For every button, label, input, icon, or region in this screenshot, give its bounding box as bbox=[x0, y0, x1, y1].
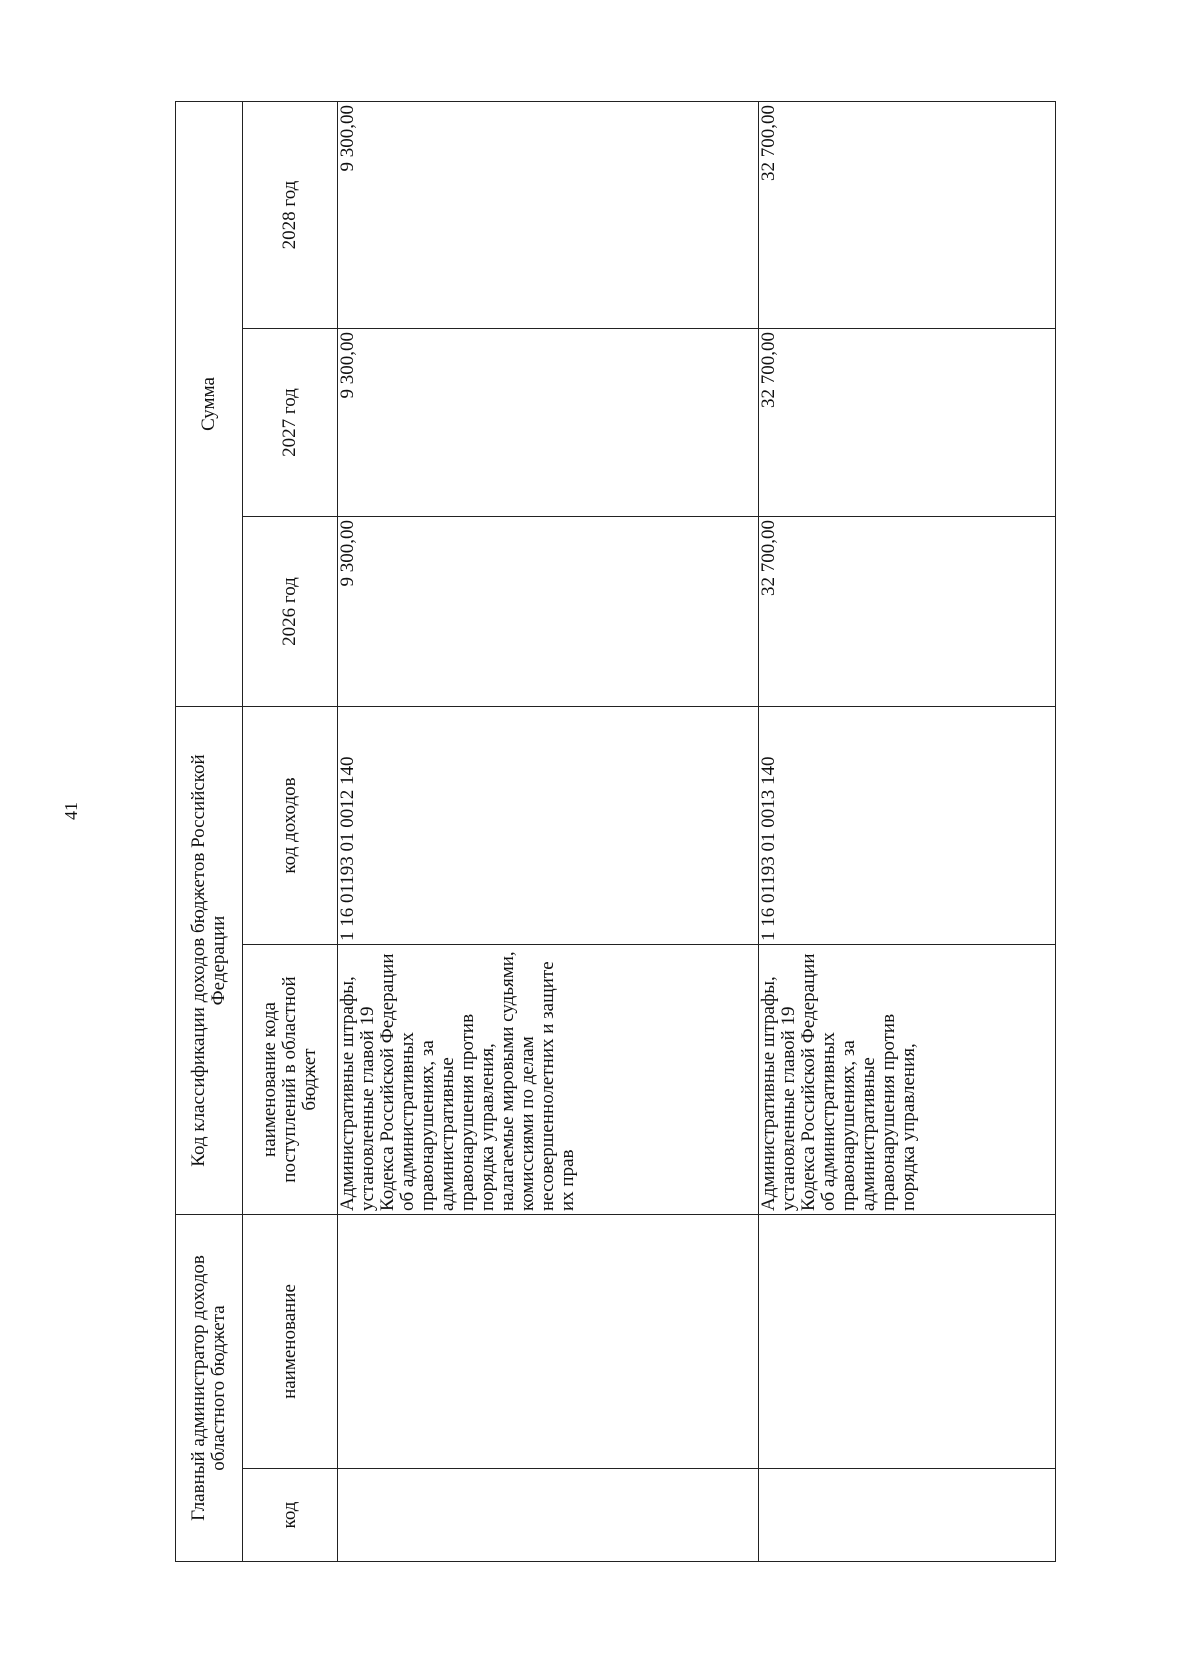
cell-admin-name bbox=[759, 1215, 1056, 1469]
header-year-2028: 2028 год bbox=[243, 101, 338, 328]
header-income-name: наименование кода поступлений в областной бюджет bbox=[243, 945, 338, 1215]
cell-income-code: 1 16 01193 01 0012 140 bbox=[338, 707, 759, 945]
cell-income-name: Административные штрафы, установленные главой 19 Кодекса Российской Федерации об административных правонарушениях, за административные правонарушения против порядка управления, bbox=[759, 945, 1056, 1215]
cell-sum-2026: 9 300,00 bbox=[338, 517, 759, 707]
cell-sum-2028: 32 700,00 bbox=[759, 101, 1056, 328]
header-admin-group: Главный администратор доходов областного бюджета bbox=[176, 1215, 243, 1562]
header-row-groups bbox=[176, 101, 243, 1561]
cell-sum-2027: 32 700,00 bbox=[759, 329, 1056, 517]
page-number: 41 bbox=[61, 802, 81, 820]
table-row bbox=[338, 101, 759, 1561]
header-classification-group: Код классификации доходов бюджетов Российской Федерации bbox=[176, 707, 243, 1215]
header-year-2027: 2027 год bbox=[243, 329, 338, 517]
header-row-columns bbox=[243, 101, 338, 1561]
table-row bbox=[759, 101, 1056, 1561]
budget-table-sheet bbox=[175, 102, 1059, 1562]
cell-income-code: 1 16 01193 01 0013 140 bbox=[759, 707, 1056, 945]
header-admin-code: код bbox=[243, 1469, 338, 1562]
cell-income-name: Административные штрафы, установленные главой 19 Кодекса Российской Федерации об административных правонарушениях, за административные правонарушения против порядка управления, налагаемые мировыми судьями, комиссиями по делам несовершеннолетних и защите их прав bbox=[338, 945, 759, 1215]
cell-admin-code bbox=[338, 1469, 759, 1562]
cell-admin-code bbox=[759, 1469, 1056, 1562]
cell-sum-2028: 9 300,00 bbox=[338, 101, 759, 328]
header-year-2026: 2026 год bbox=[243, 517, 338, 707]
header-sum-group: Сумма bbox=[176, 101, 243, 706]
cell-admin-name bbox=[338, 1215, 759, 1469]
header-admin-name: наименование bbox=[243, 1215, 338, 1469]
budget-income-table bbox=[175, 101, 1056, 1562]
header-income-code: код доходов bbox=[243, 707, 338, 945]
cell-sum-2027: 9 300,00 bbox=[338, 329, 759, 517]
cell-sum-2026: 32 700,00 bbox=[759, 517, 1056, 707]
